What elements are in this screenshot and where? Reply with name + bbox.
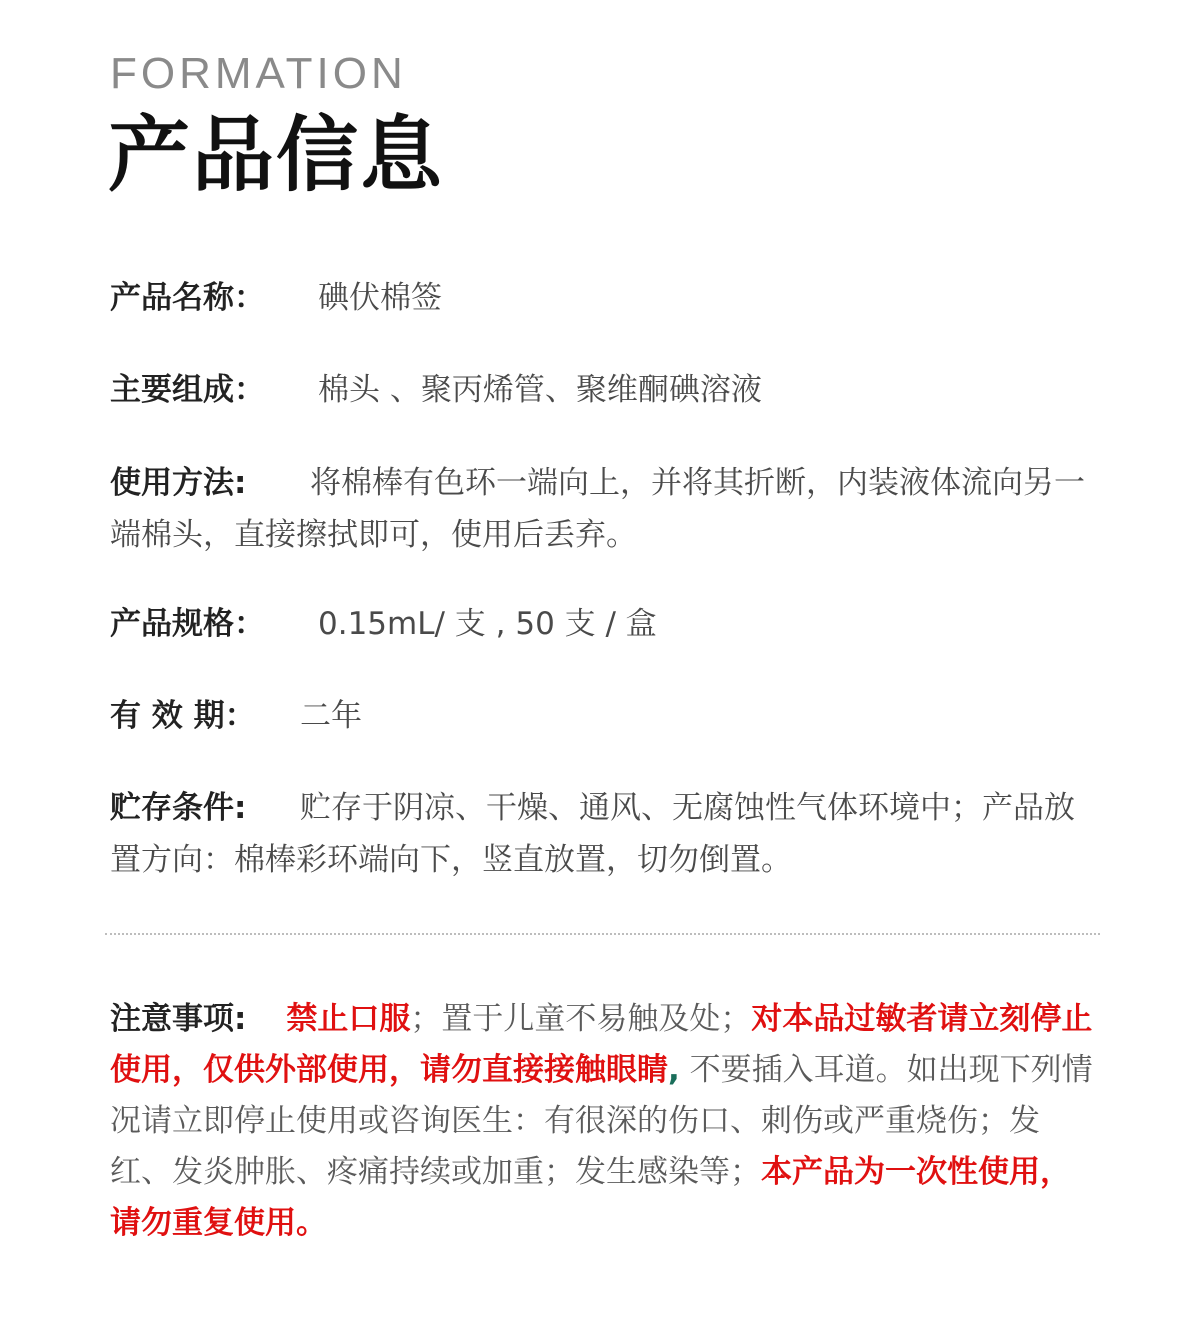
product-name-value: 碘伏棉签 xyxy=(318,280,442,316)
composition-value: 棉头 、聚丙烯管、聚维酮碘溶液 xyxy=(318,372,762,408)
spec-value: 0.15mL/ 支 , 50 支 / 盒 xyxy=(318,606,657,642)
section-subtitle-en: FORMATION xyxy=(110,49,407,98)
storage-value: 贮存于阴凉、干燥、通风、无腐蚀性气体环境中；产品放置方向：棉棒彩环端向下，竖直放置，切勿倒置。 xyxy=(110,790,1075,878)
notice-label: 注意事项: xyxy=(110,1001,247,1037)
composition-label: 主要组成： xyxy=(110,372,265,408)
product-name-label: 产品名称： xyxy=(110,280,265,316)
notice-block xyxy=(110,994,1100,1249)
usage-label: 使用方法: xyxy=(110,465,247,501)
storage-label: 贮存条件: xyxy=(110,790,247,826)
validity-value: 二年 xyxy=(300,698,362,734)
notice-comma: , xyxy=(668,1052,680,1088)
spec-label: 产品规格： xyxy=(110,606,265,642)
product-name-row xyxy=(110,272,1110,324)
usage-row xyxy=(110,457,1100,561)
notice-text-1: ；置于儿童不易触及处； xyxy=(410,1001,752,1037)
validity-label: 有 效 期： xyxy=(110,698,256,734)
section-title: 产品信息 xyxy=(108,108,445,203)
validity-row xyxy=(110,690,1110,742)
dotted-divider xyxy=(105,933,1100,935)
composition-row xyxy=(110,364,1110,416)
storage-row xyxy=(110,782,1100,886)
spec-row xyxy=(110,598,1110,650)
notice-single-use-warning: 本产品为一次性使用，请勿重复使用。 xyxy=(110,1154,1071,1241)
usage-value: 将棉棒有色环一端向上，并将其折断，内装液体流向另一端棉头，直接擦拭即可，使用后丢弃。 xyxy=(110,465,1085,553)
notice-allergy-warning: 对本品过敏者请立刻停止使用，仅供外部使用，请勿直接接触眼睛 xyxy=(110,1001,1093,1088)
notice-text-2: 不要插入耳道。如出现下列情况请立即停止使用或咨询医生：有很深的伤口、刺伤或严重烧伤；发红、发炎肿胀、疼痛持续或加重；发生感染等； xyxy=(110,1052,1093,1190)
notice-no-oral: 禁止口服 xyxy=(286,1001,411,1037)
